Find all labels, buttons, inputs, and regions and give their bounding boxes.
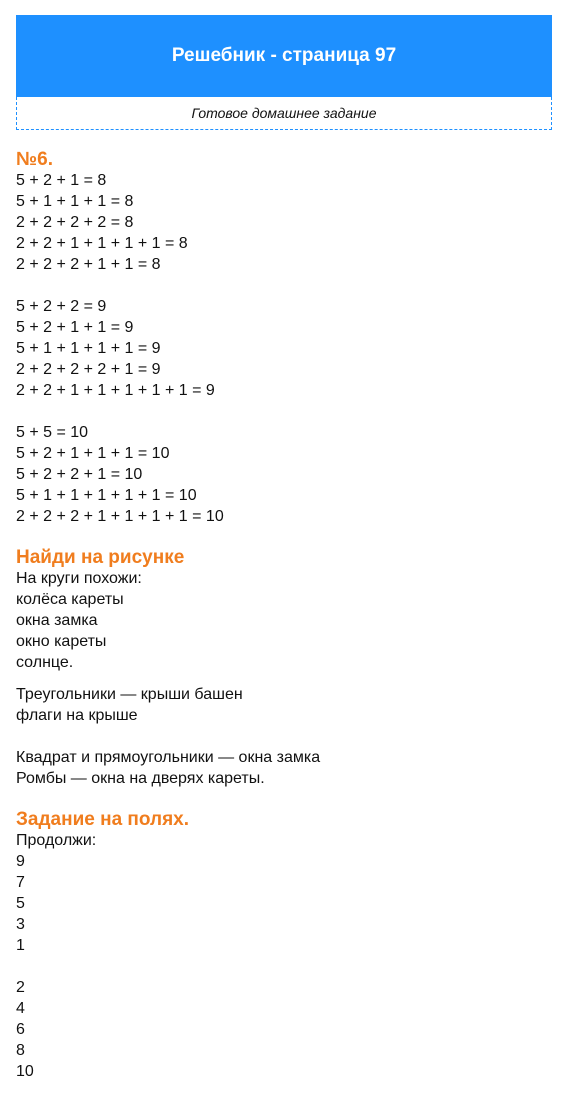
equation-line: 5 + 2 + 1 = 8 <box>16 172 107 189</box>
find-circles <box>16 568 562 673</box>
main-content <box>16 149 562 1082</box>
equation-line: 5 + 2 + 1 + 1 + 1 = 10 <box>16 445 170 462</box>
equation-line: 2 + 2 + 2 + 2 + 1 = 9 <box>16 361 161 378</box>
text-line: Треугольники — крыши башен <box>16 686 243 703</box>
page-subtitle <box>16 97 552 130</box>
find-others <box>16 747 562 789</box>
equation-line: 5 + 5 = 10 <box>16 424 89 441</box>
equation-line: 5 + 2 + 2 = 9 <box>16 298 107 315</box>
equation-line: 5 + 1 + 1 + 1 + 1 = 9 <box>16 340 161 357</box>
text-line: солнце. <box>16 654 74 671</box>
margin-task-title: Задание на полях. <box>16 809 190 830</box>
page-title: Решебник - страница 97 <box>171 45 397 66</box>
number-line: 2 <box>16 979 25 996</box>
task6-title: №6. <box>16 149 54 170</box>
margin-task-seq2 <box>16 977 562 1082</box>
spacer <box>16 527 562 547</box>
text-line: колёса кареты <box>16 591 124 608</box>
equation-line: 2 + 2 + 2 + 1 + 1 + 1 + 1 = 10 <box>16 508 224 525</box>
equation-line: 5 + 1 + 1 + 1 = 8 <box>16 193 134 210</box>
find-title: Найди на рисунке <box>16 547 185 568</box>
text-line: флаги на крыше <box>16 707 138 724</box>
text-line: На круги похожи: <box>16 570 142 587</box>
equation-line: 2 + 2 + 1 + 1 + 1 + 1 + 1 = 9 <box>16 382 215 399</box>
spacer <box>16 673 562 684</box>
page-header <box>16 15 552 130</box>
number-line: 9 <box>16 853 25 870</box>
number-line: 3 <box>16 916 25 933</box>
text-line: Квадрат и прямоугольники — окна замка <box>16 749 321 766</box>
equation-line: 5 + 1 + 1 + 1 + 1 + 1 = 10 <box>16 487 197 504</box>
spacer <box>16 956 562 977</box>
number-line: 5 <box>16 895 25 912</box>
header-title-bar <box>16 15 552 97</box>
number-line: 1 <box>16 937 25 954</box>
find-triangles <box>16 684 562 726</box>
number-line: 7 <box>16 874 25 891</box>
spacer <box>16 275 562 296</box>
text-line: Ромбы — окна на дверях кареты. <box>16 770 265 787</box>
task6-group1 <box>16 170 562 275</box>
number-line: 10 <box>16 1063 34 1080</box>
equation-line: 2 + 2 + 1 + 1 + 1 + 1 = 8 <box>16 235 188 252</box>
number-line: 6 <box>16 1021 25 1038</box>
equation-line: 2 + 2 + 2 + 2 = 8 <box>16 214 134 231</box>
equation-line: 5 + 2 + 1 + 1 = 9 <box>16 319 134 336</box>
task6-group2 <box>16 296 562 401</box>
margin-task-seq1 <box>16 851 562 956</box>
number-line: 8 <box>16 1042 25 1059</box>
spacer <box>16 789 562 809</box>
margin-task-intro: Продолжи: <box>16 832 97 849</box>
task6-group3 <box>16 422 562 527</box>
number-line: 4 <box>16 1000 25 1017</box>
page-subtitle-text: Готовое домашнее задание <box>191 105 377 121</box>
equation-line: 5 + 2 + 2 + 1 = 10 <box>16 466 143 483</box>
text-line: окна замка <box>16 612 98 629</box>
spacer <box>16 401 562 422</box>
equation-line: 2 + 2 + 2 + 1 + 1 = 8 <box>16 256 161 273</box>
spacer <box>16 726 562 747</box>
text-line: окно кареты <box>16 633 107 650</box>
